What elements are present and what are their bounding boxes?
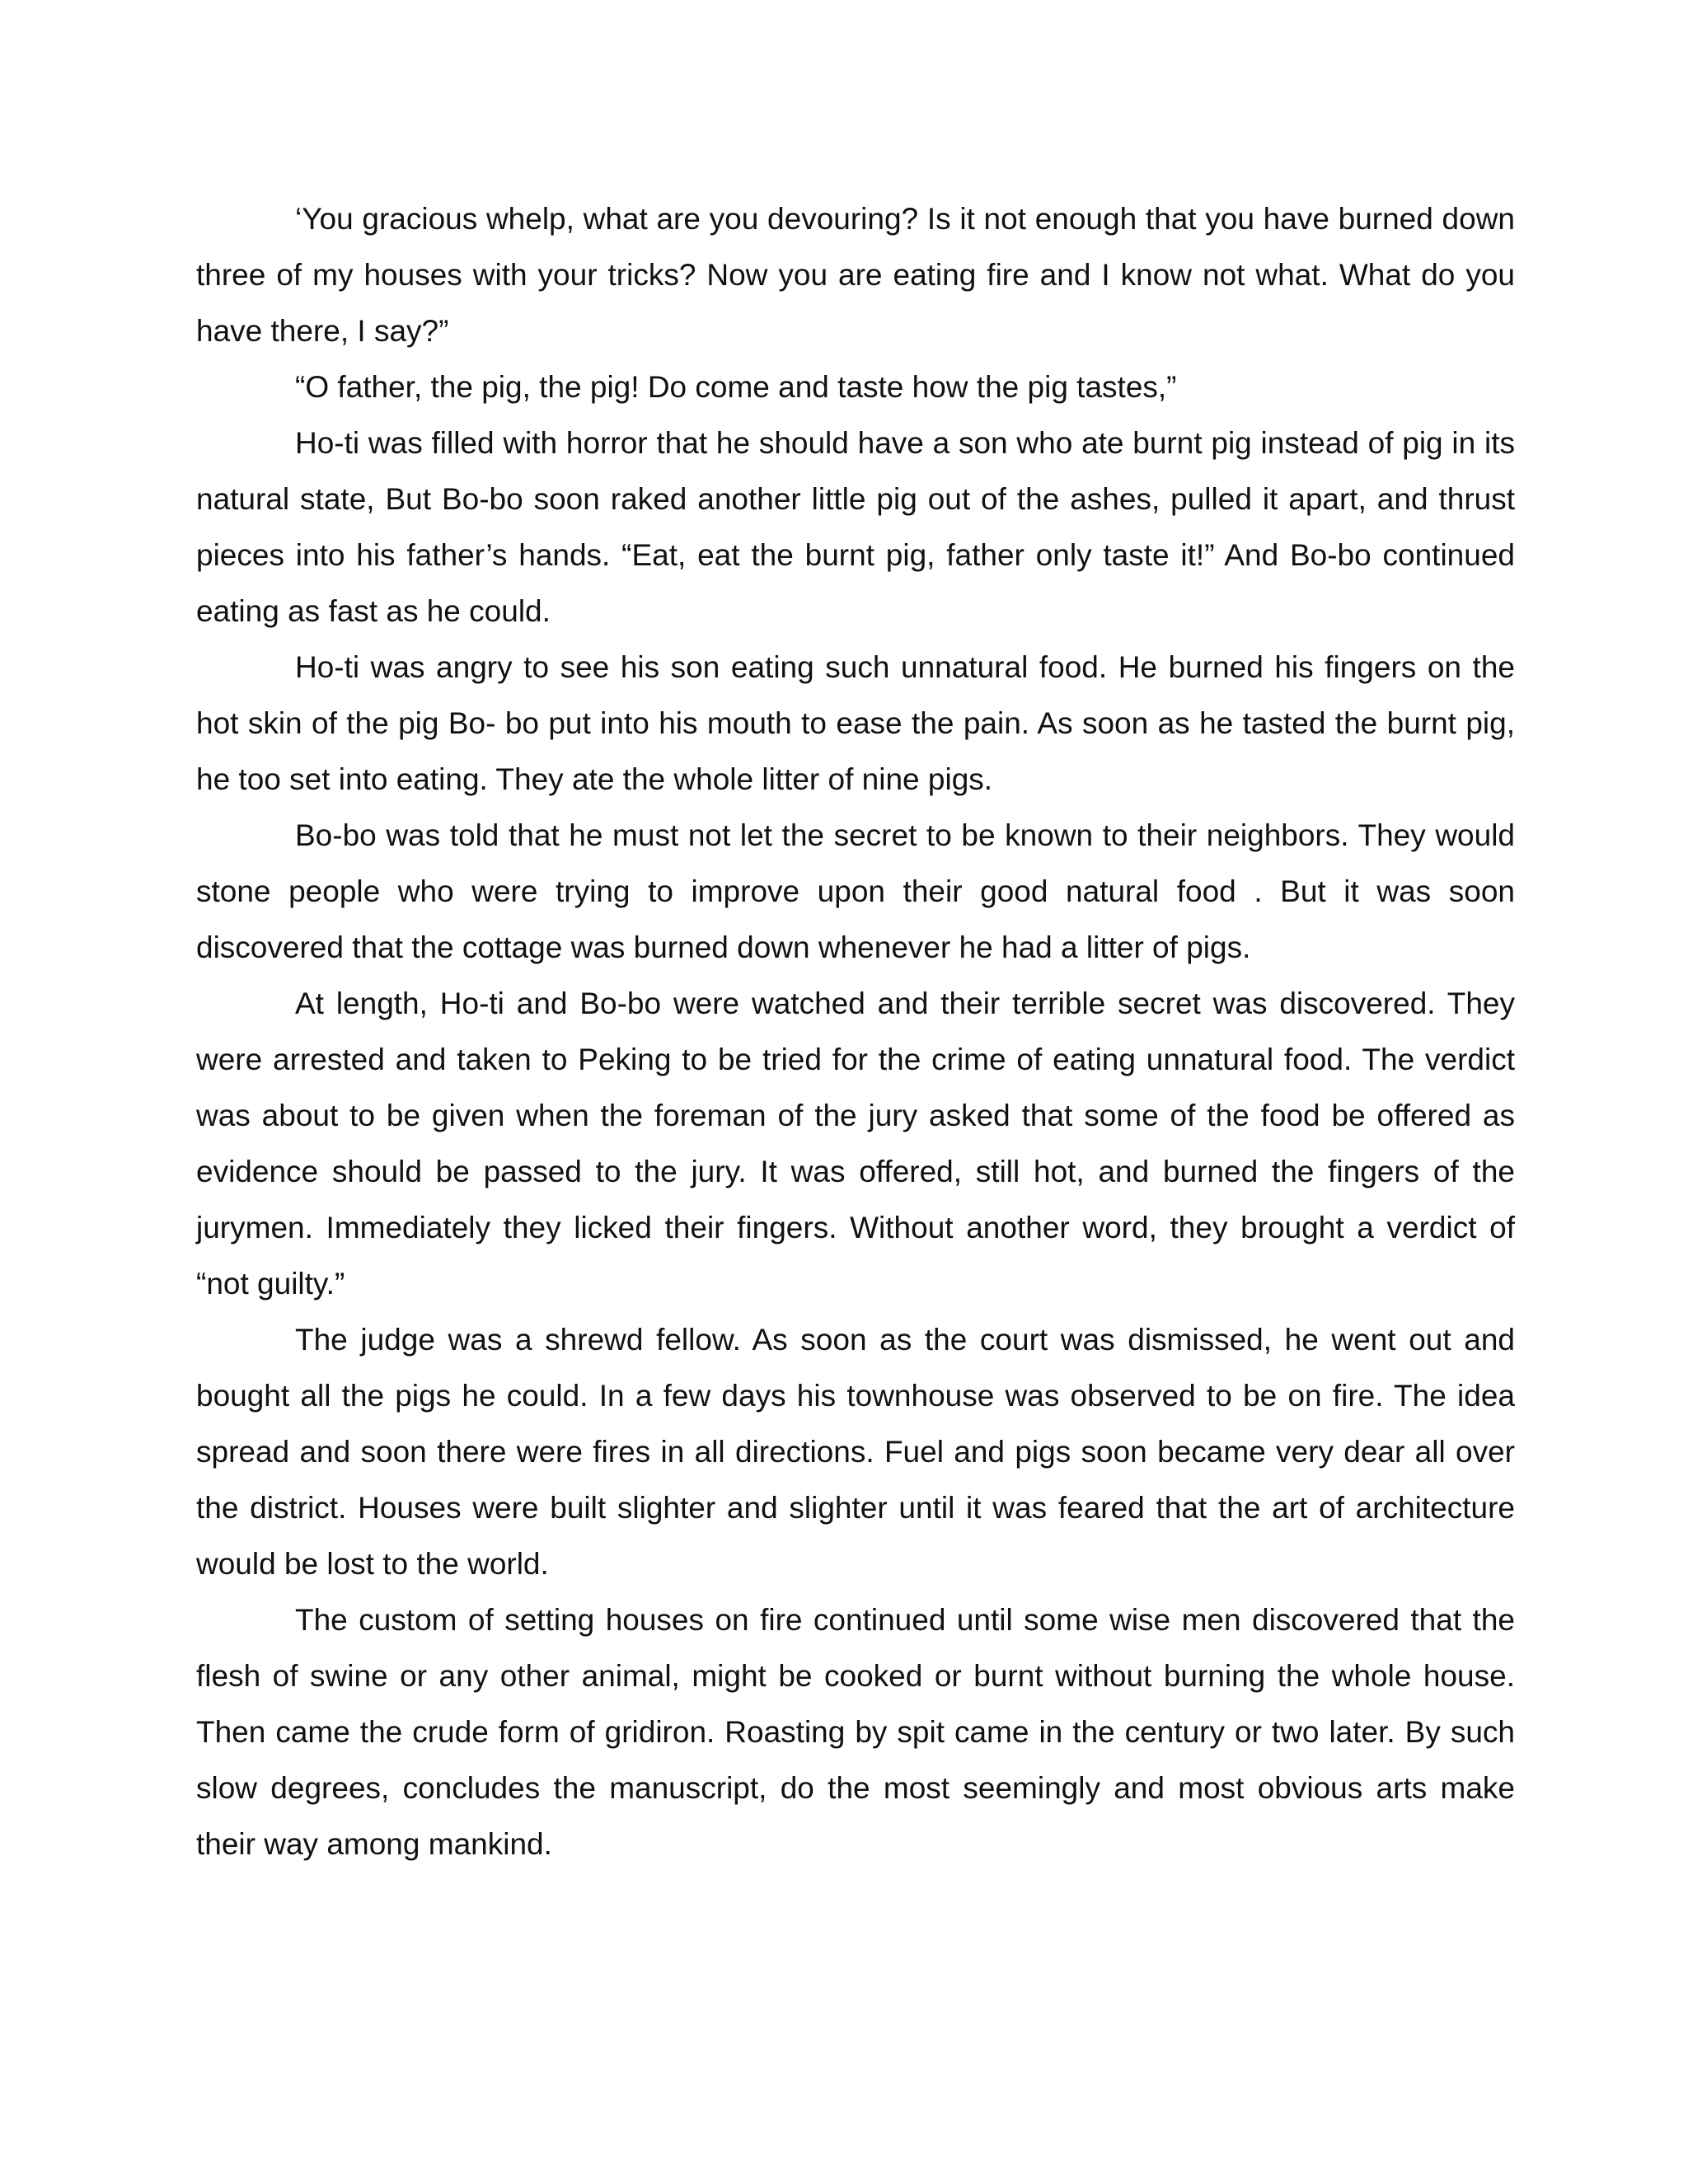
body-text	[196, 191, 1515, 1872]
paragraph-4: Ho-ti was angry to see his son eating such unnatural food. He burned his fingers on the hot skin of the pig Bo- bo put into his mouth to ease the pain. As soon as he tasted the burnt pig, he too set into eating. They ate the whole litter of nine pigs.	[196, 650, 1515, 796]
paragraph-8: The custom of setting houses on fire continued until some wise men discovered that the flesh of swine or any other animal, might be cooked or burnt without burning the whole house. Then came the crude form of gridiron. Roasting by spit came in the century or two later. By such slow degrees, concludes the manuscript, do the most seemingly and most obvious arts make their way among mankind.	[196, 1603, 1515, 1861]
paragraph-2: “O father, the pig, the pig! Do come and taste how the pig tastes,”	[295, 370, 1177, 404]
paragraph-3: Ho-ti was filled with horror that he should have a son who ate burnt pig instead of pig in its natural state, But Bo-bo soon raked another little pig out of the ashes, pulled it apart, and thrust pieces into his father’s hands. “Eat, eat the burnt pig, father only taste it!” And Bo-bo continued eating as fast as he could.	[196, 426, 1515, 628]
paragraph-7: The judge was a shrewd fellow. As soon as the court was dismissed, he went out and bought all the pigs he could. In a few days his townhouse was observed to be on fire. The idea spread and soon there were fires in all directions. Fuel and pigs soon became very dear all over the district. Houses were built slighter and slighter until it was feared that the art of architecture would be lost to the world.	[196, 1323, 1515, 1581]
paragraph-1: ‘You gracious whelp, what are you devouring? Is it not enough that you have burned down three of my houses with your tricks? Now you are eating fire and I know not what. What do you have there, I say?”	[196, 202, 1515, 348]
paragraph-6: At length, Ho-ti and Bo-bo were watched and their terrible secret was discovered. They were arrested and taken to Peking to be tried for the crime of eating unnatural food. The verdict was about to be given when the foreman of the jury asked that some of the food be offered as evidence should be passed to the jury. It was offered, still hot, and burned the fingers of the jurymen. Immediately they licked their fingers. Without another word, they brought a verdict of “not guilty.”	[196, 987, 1515, 1301]
paragraph-5: Bo-bo was told that he must not let the secret to be known to their neighbors. They would stone people who were trying to improve upon their good natural food . But it was soon discovered that the cottage was burned down whenever he had a litter of pigs.	[196, 818, 1515, 964]
